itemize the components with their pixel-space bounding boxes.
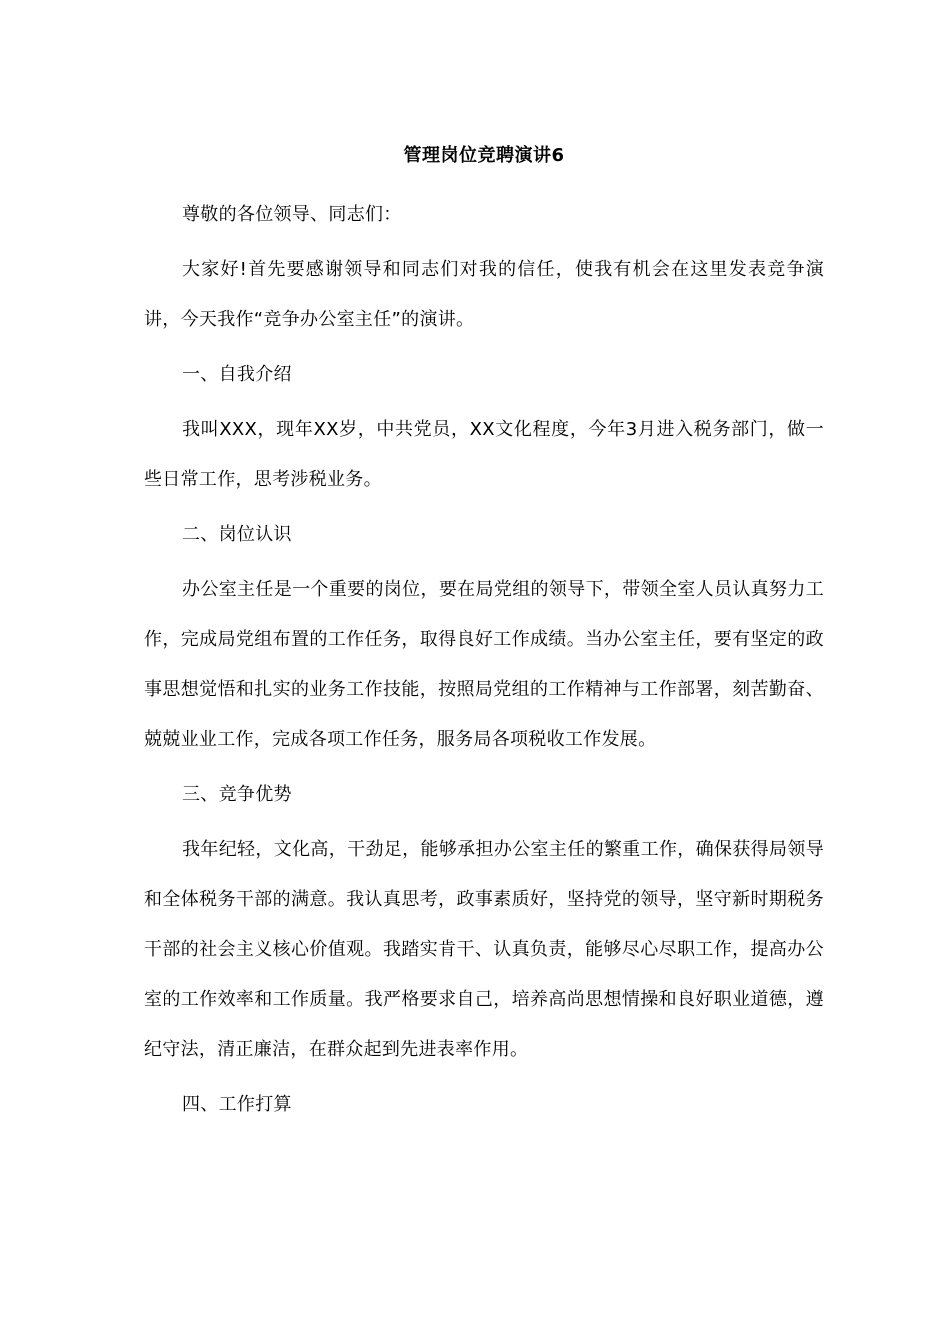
position-paragraph: 办公室主任是一个重要的岗位，要在局党组的领导下，带领全室人员认真努力工作，完成局党组布置的工作任务，取得良好工作成绩。当办公室主任，要有坚定的政事思想觉悟和扎实的业务工作技能，按照局党组的工作精神与工作部署，刻苦勤奋、兢兢业业工作，完成各项工作任务，服务局各项税收工作发展。 xyxy=(144,579,824,750)
document-title: 管理岗位竞聘演讲6 xyxy=(403,145,565,166)
section-heading-plans: 四、工作打算 xyxy=(182,1094,292,1115)
salutation: 尊敬的各位领导、同志们： xyxy=(182,204,402,225)
advantages-paragraph: 我年纪轻，文化高，干劲足，能够承担办公室主任的繁重工作，确保获得局领导和全体税务干部的满意。我认真思考，政事素质好，坚持党的领导，坚守新时期税务干部的社会主义核心价值观。我踏实肯干、认真负责，能够尽心尽职工作，提高办公室的工作效率和工作质量。我严格要求自己，培养高尚思想情操和良好职业道德，遵纪守法，清正廉洁，在群众起到先进表率作用。 xyxy=(144,839,824,1060)
section-heading-position: 二、岗位认识 xyxy=(182,524,292,545)
document-page xyxy=(144,140,824,1135)
self-intro-paragraph: 我叫XXX，现年XX岁，中共党员，XX文化程度，今年3月进入税务部门，做一些日常工作，思考涉税业务。 xyxy=(144,419,824,490)
opening-paragraph: 大家好!首先要感谢领导和同志们对我的信任，使我有机会在这里发表竞争演讲，今天我作“竞争办公室主任”的演讲。 xyxy=(144,259,824,330)
section-heading-self-intro: 一、自我介绍 xyxy=(182,364,292,385)
section-heading-advantages: 三、竞争优势 xyxy=(182,784,292,805)
